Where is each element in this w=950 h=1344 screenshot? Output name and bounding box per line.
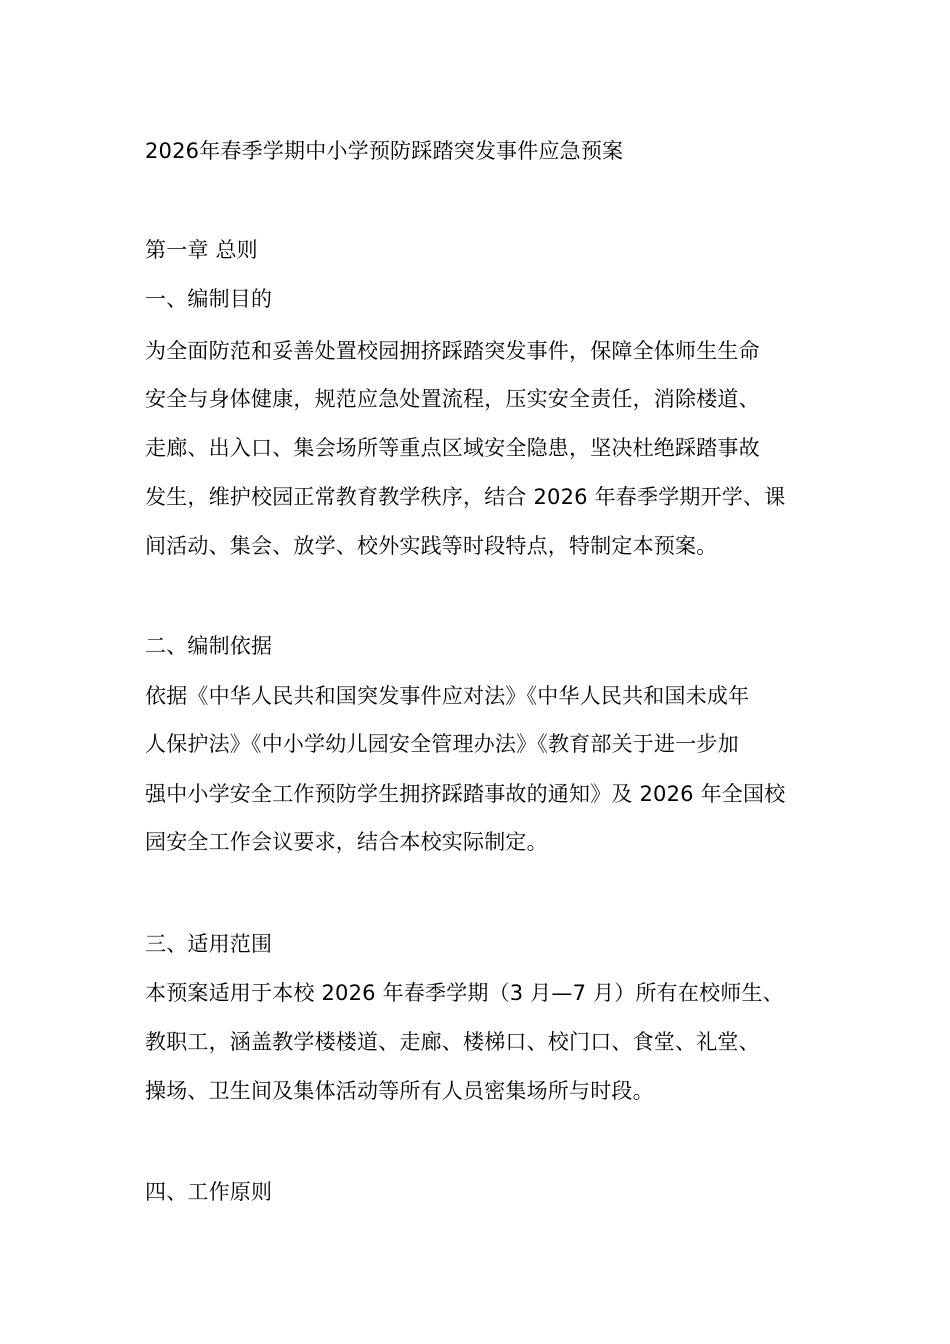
section-heading-scope: 三、适用范围	[145, 932, 273, 956]
paragraph-line: 人保护法》《中小学幼儿园安全管理办法》《教育部关于进一步加	[145, 732, 739, 756]
paragraph-line: 走廊、出入口、集会场所等重点区域安全隐患，坚决杜绝踩踏事故	[145, 436, 760, 460]
paragraph-line: 本预案适用于本校 2026 年春季学期（3 月—7 月）所有在校师生、	[145, 981, 784, 1005]
paragraph-line: 强中小学安全工作预防学生拥挤踩踏事故的通知》及 2026 年全国校	[145, 782, 786, 806]
paragraph-line: 为全面防范和妥善处置校园拥挤踩踏突发事件，保障全体师生生命	[145, 339, 760, 363]
section-heading-purpose: 一、编制目的	[145, 287, 273, 311]
document-title: 2026年春季学期中小学预防踩踏突发事件应急预案	[145, 139, 624, 163]
paragraph-line: 间活动、集会、放学、校外实践等时段特点，特制定本预案。	[145, 534, 718, 558]
paragraph-line: 教职工，涵盖教学楼楼道、走廊、楼梯口、校门口、食堂、礼堂、	[145, 1030, 760, 1054]
section-heading-basis: 二、编制依据	[145, 634, 273, 658]
paragraph-line: 操场、卫生间及集体活动等所有人员密集场所与时段。	[145, 1079, 654, 1103]
paragraph-line: 安全与身体健康，规范应急处置流程，压实安全责任，消除楼道、	[145, 387, 760, 411]
paragraph-line: 园安全工作会议要求，结合本校实际制定。	[145, 830, 548, 854]
section-heading-principles: 四、工作原则	[145, 1180, 273, 1204]
paragraph-line: 发生，维护校园正常教育教学秩序，结合 2026 年春季学期开学、课	[145, 485, 786, 509]
chapter-heading: 第一章 总则	[145, 238, 258, 262]
paragraph-line: 依据《中华人民共和国突发事件应对法》《中华人民共和国未成年	[145, 684, 750, 708]
